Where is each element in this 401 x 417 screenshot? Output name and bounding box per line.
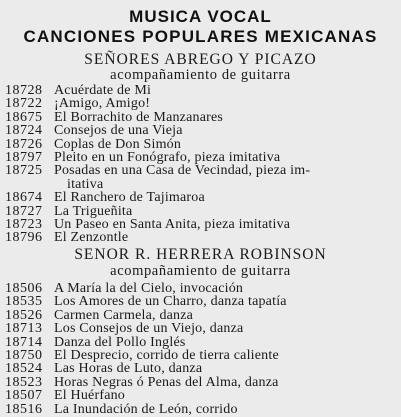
song-title: El Borrachito de Manzanares xyxy=(54,109,224,125)
record-number: 18507 xyxy=(5,388,43,404)
song-title: La Inundación de León, corrido xyxy=(54,401,238,417)
song-title: Coplas de Don Simón xyxy=(54,136,182,152)
record-number: 18506 xyxy=(5,281,43,296)
song-title: Pleito en un Fonógrafo, pieza imitativa xyxy=(54,150,281,165)
record-number: 18727 xyxy=(5,203,43,219)
song-title: Carmen Carmela, danza xyxy=(54,307,194,323)
song-title: Un Paseo en Santa Anita, pieza imitativa xyxy=(54,217,291,232)
record-number: 18722 xyxy=(5,96,43,112)
song-title: Posadas en una Casa de Vecindad, pieza im- xyxy=(54,163,311,179)
record-number: 18674 xyxy=(5,190,43,206)
record-number: 18728 xyxy=(5,83,43,98)
record-number: 18796 xyxy=(5,230,43,246)
section-subtitle: acompañamiento de guitarra xyxy=(110,67,291,83)
song-title: Consejos de una Vieja xyxy=(54,123,183,139)
song-title-continuation: itativa xyxy=(67,176,104,192)
record-number: 18725 xyxy=(5,163,43,179)
section-title: SEÑORES ABREGO Y PICAZO xyxy=(84,51,317,68)
song-title: El Desprecio, corrido de tierra caliente xyxy=(54,348,279,363)
song-title: El Huérfano xyxy=(54,388,126,404)
song-title: ¡Amigo, Amigo! xyxy=(54,96,151,112)
record-number: 18523 xyxy=(5,374,43,390)
record-number: 18714 xyxy=(5,334,43,350)
record-number: 18726 xyxy=(5,136,43,152)
record-number: 18723 xyxy=(5,217,43,232)
record-number: 18524 xyxy=(5,361,43,377)
song-title: La Trigueñita xyxy=(54,203,133,219)
record-number: 18526 xyxy=(5,307,43,323)
page-heading: MUSICA VOCAL xyxy=(129,7,272,26)
page-subheading: CANCIONES POPULARES MEXICANAS xyxy=(23,27,378,46)
song-title: El Ranchero de Tajimaroa xyxy=(54,190,205,206)
song-title: Horas Negras ó Penas del Alma, danza xyxy=(54,374,279,390)
song-title: A María la del Cielo, invocación xyxy=(54,281,244,296)
section-subtitle: acompañamiento de guitarra xyxy=(110,263,291,279)
section-title: SENOR R. HERRERA ROBINSON xyxy=(74,246,327,263)
song-title: Los Consejos de un Viejo, danza xyxy=(54,321,244,337)
song-title: Las Horas de Luto, danza xyxy=(54,361,203,377)
record-number: 18675 xyxy=(5,109,43,125)
record-number: 18797 xyxy=(5,150,43,165)
song-title: Danza del Pollo Inglés xyxy=(54,334,186,350)
record-number: 18724 xyxy=(5,123,43,139)
song-title: El Zenzontle xyxy=(54,230,129,246)
song-title: Acuérdate de Mi xyxy=(54,83,152,98)
record-number: 18750 xyxy=(5,348,43,363)
record-number: 18535 xyxy=(5,294,43,310)
record-number: 18516 xyxy=(5,401,43,417)
record-number: 18713 xyxy=(5,321,43,337)
song-title: Los Amores de un Charro, danza tapatía xyxy=(54,294,287,310)
